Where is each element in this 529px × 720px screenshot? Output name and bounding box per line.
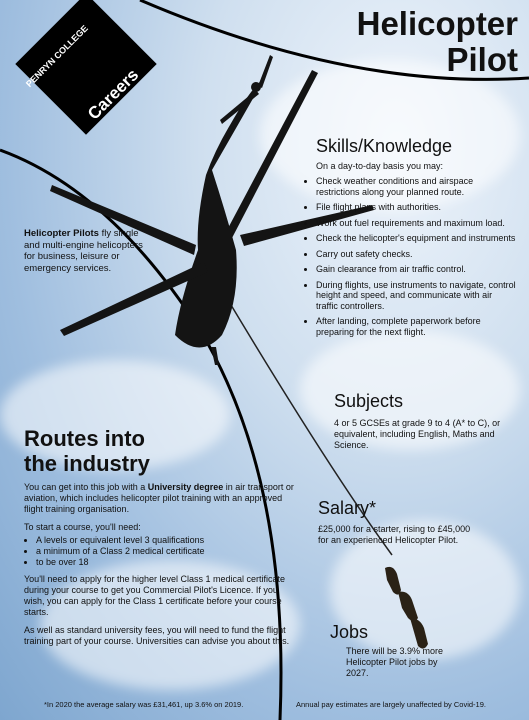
intro-body: fly single and multi-engine helicopters for business, leisure or emergency services.: [24, 228, 143, 274]
intro-bold: Helicopter Pilots: [24, 228, 99, 239]
salary-heading: Salary*: [318, 498, 377, 518]
footer-salary-note: *In 2020 the average salary was £31,461, up 3.6% on 2019.: [44, 700, 244, 709]
jobs-heading: Jobs: [330, 622, 369, 642]
routes-p1-end: in air transport or aviation, which includes helicopter pilot training with an approved flight training organisation.: [24, 482, 294, 514]
routes-paragraph-4: As well as standard university fees, you will need to fund the flight training part of your course. Universities can advise you about this.: [24, 625, 290, 646]
logo-college-name: PENRYN COLLEGE: [24, 23, 90, 90]
routes-heading: [24, 426, 150, 476]
routes-p1-bold: University degree: [147, 482, 224, 492]
skill-item: • During flights, use instruments to navigate, control height and speed, and communicate with air traffic controllers.: [316, 280, 516, 312]
title-line-2: Pilot: [446, 41, 518, 78]
skill-item: • After landing, complete paperwork before preparing for the next flight.: [316, 316, 516, 337]
skill-item: • Check weather conditions and airspace restrictions along your planned route.: [316, 176, 516, 197]
page-title: [268, 6, 518, 78]
subjects-heading: Subjects: [334, 391, 404, 411]
skill-item: • Carry out safety checks.: [316, 249, 516, 260]
routes-needs-list: [24, 535, 294, 568]
needs-item: • to be over 18: [36, 557, 294, 568]
skill-item: • File flight plans with authorities.: [316, 202, 516, 213]
salary-text: £25,000 for a starter, rising to £45,000 for an experienced Helicopter Pilot.: [318, 524, 471, 545]
skills-lead: On a day-to-day basis you may:: [316, 161, 444, 171]
skill-item: • Check the helicopter's equipment and instruments: [316, 233, 516, 244]
routes-paragraph-2: To start a course, you'll need:: [24, 522, 141, 532]
routes-paragraph-1: [24, 482, 294, 515]
routes-paragraph-3: You'll need to apply for the higher level Class 1 medical certificate during your course to get you Commercial Pilot's Licence. If you wish, you can apply for the Class 1 certificate before your course starts.: [24, 574, 286, 617]
title-line-1: Helicopter: [356, 5, 518, 42]
rescuers-icon: [385, 567, 428, 649]
skill-item: • Work out fuel requirements and maximum load.: [316, 218, 516, 229]
subjects-text: 4 or 5 GCSEs at grade 9 to 4 (A* to C), or equivalent, including English, Maths and Science.: [334, 418, 501, 450]
needs-item: • a minimum of a Class 2 medical certificate: [36, 546, 294, 557]
routes-heading-line-2: the industry: [24, 451, 150, 476]
skills-heading: Skills/Knowledge: [316, 136, 453, 156]
skill-item: • Gain clearance from air traffic control.: [316, 264, 516, 275]
routes-p1-start: You can get into this job with a: [24, 482, 148, 492]
skills-list: [306, 176, 516, 342]
routes-heading-line-1: Routes into: [24, 426, 145, 451]
logo-careers: Careers: [84, 65, 143, 124]
footer-covid-note: Annual pay estimates are largely unaffected by Covid-19.: [296, 700, 486, 709]
needs-item: • A levels or equivalent level 3 qualifications: [36, 535, 294, 546]
intro-text: [24, 228, 150, 274]
routes-body: [24, 482, 294, 647]
jobs-text: There will be 3.9% more Helicopter Pilot jobs by 2027.: [346, 646, 444, 678]
